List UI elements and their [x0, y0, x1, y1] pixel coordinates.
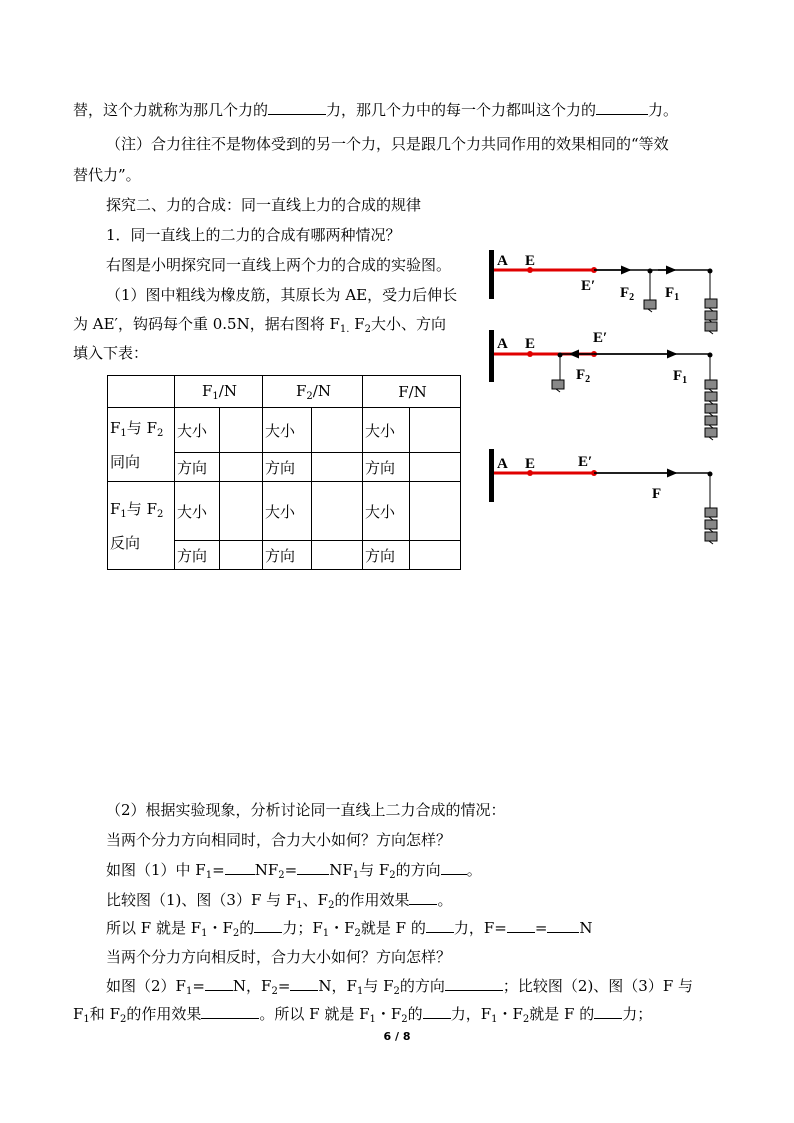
- note-line2: 替代力”。: [73, 166, 141, 184]
- dir-label: 方向: [263, 541, 312, 570]
- answer-cell[interactable]: [220, 541, 263, 570]
- conclusion-line-1: 所以 F 就是 $F_1$・$F_2$的 力；$F_1$・$F_2$就是 F 的 力，F= = N: [106, 919, 593, 939]
- wall-bar: [489, 449, 494, 502]
- blank[interactable]: [507, 918, 535, 933]
- header-f1: $F_1/N$: [175, 376, 263, 408]
- blank: [596, 100, 648, 115]
- blank[interactable]: [205, 976, 233, 991]
- dir-label: 方向: [263, 453, 312, 482]
- experiment-diagram: [480, 240, 740, 560]
- header-f2: $F_2/N$: [263, 376, 363, 408]
- weight-icon: [705, 508, 717, 520]
- label-e: E: [525, 253, 536, 269]
- compare-line-1: 比较图（1)、图（3）F 与 $F_1$、$F_2$的作用效果 。: [106, 891, 453, 911]
- header-f: F/N: [363, 376, 461, 408]
- answer-cell[interactable]: [312, 453, 363, 482]
- part2-title: （2）根据实验现象，分析讨论同一直线上二力合成的情况：: [106, 801, 506, 819]
- label-e-prime: E′: [593, 330, 608, 346]
- row-label-same: $F_1$与 $F_2$ 同向: [108, 408, 175, 482]
- weight-icon: [705, 311, 717, 323]
- label-e: E: [525, 336, 536, 352]
- blank[interactable]: [594, 1004, 622, 1019]
- label-a: A: [497, 253, 508, 269]
- opposite-conclusion-line: $F_1$和 $F_2$的作用效果 。所以 F 就是 $F_1$・$F_2$的 力，$F_1$・$F_2$就是 F 的 力；: [73, 1005, 653, 1025]
- page-number: 6 / 8: [383, 1030, 411, 1043]
- weight-icon: [705, 520, 717, 532]
- label-f2: $F_2$: [576, 367, 591, 385]
- weight-icon: [705, 428, 717, 440]
- weight-icon: [705, 380, 717, 392]
- label-a: A: [497, 456, 508, 472]
- weight-icon: [705, 404, 717, 416]
- size-label: 大小: [175, 408, 220, 453]
- opposite-direction-line: 如图$(2)F_1= N$，$F_2= N$，$F_1$与 $F_2$的方向 ；比较图（2)、图（3）F 与: [106, 977, 694, 997]
- answer-cell[interactable]: [410, 453, 461, 482]
- blank[interactable]: [426, 918, 454, 933]
- para1-line: 替，这个力就称为那几个力的 力，那几个力中的每一个力都叫这个力的 力。: [73, 101, 679, 119]
- force-table: [107, 375, 461, 570]
- section2-title: 探究二、力的合成：同一直线上力的合成的规律: [106, 196, 422, 214]
- same-direction-question: 当两个分力方向相同时，合力大小如何？方向怎样？: [106, 831, 452, 849]
- answer-cell[interactable]: [312, 482, 363, 541]
- label-f2: $F_2$: [620, 285, 635, 303]
- answer-cell[interactable]: [410, 408, 461, 453]
- wall-bar: [489, 250, 494, 299]
- note-line1: （注）合力往往不是物体受到的另一个力，只是跟几个力共同作用的效果相同的“等效: [106, 135, 669, 153]
- size-label: 大小: [263, 482, 312, 541]
- weight-icon: [705, 532, 717, 544]
- size-label: 大小: [363, 408, 410, 453]
- answer-cell[interactable]: [220, 453, 263, 482]
- size-label: 大小: [363, 482, 410, 541]
- label-e-prime: E′: [581, 278, 596, 294]
- answer-cell[interactable]: [220, 408, 263, 453]
- opposite-direction-question: 当两个分力方向相反时，合力大小如何？方向怎样？: [106, 948, 452, 966]
- weight-icon: [705, 322, 717, 334]
- weight-icon: [705, 392, 717, 404]
- figure-2: [489, 330, 717, 440]
- dir-label: 方向: [175, 541, 220, 570]
- blank: [268, 100, 326, 115]
- answer-cell[interactable]: [312, 408, 363, 453]
- blank[interactable]: [409, 890, 437, 905]
- size-label: 大小: [175, 482, 220, 541]
- blank[interactable]: [445, 976, 503, 991]
- answer-cell[interactable]: [410, 541, 461, 570]
- blank[interactable]: [423, 1004, 451, 1019]
- question-1-desc: 右图是小明探究同一直线上两个力的合成的实验图。: [106, 256, 452, 274]
- label-e: E: [525, 456, 536, 472]
- same-direction-line: 如图（1）中 $F_1= NF_2= NF_1$与 $F_2$的方向 。: [106, 861, 482, 881]
- blank[interactable]: [290, 976, 318, 991]
- weight-icon: [644, 300, 656, 312]
- weight-icon: [552, 380, 564, 392]
- answer-cell[interactable]: [220, 482, 263, 541]
- dir-label: 方向: [175, 453, 220, 482]
- question-1: 1．同一直线上的二力的合成有哪两种情况？: [106, 226, 401, 244]
- part1-line2: 为 AE′，钩码每个重 0.5N，据右图将 $F_{1.}$ $F_2$大小、方向: [73, 315, 447, 335]
- part1-line1: （1）图中粗线为橡皮筋，其原长为 AE，受力后伸长: [106, 286, 458, 304]
- label-e-prime: E′: [578, 454, 593, 470]
- weight-icon: [705, 416, 717, 428]
- weight-icon: [705, 299, 717, 311]
- wall-bar: [489, 330, 494, 382]
- dir-label: 方向: [363, 541, 410, 570]
- answer-cell[interactable]: [312, 541, 363, 570]
- row-label-opposite: $F_1$与 $F_2$ 反向: [108, 482, 175, 570]
- label-f1: $F_1$: [665, 285, 680, 303]
- blank[interactable]: [225, 860, 255, 875]
- blank[interactable]: [254, 918, 282, 933]
- label-f: F: [652, 486, 662, 502]
- table-corner: [108, 376, 175, 408]
- figure-1: [489, 250, 717, 334]
- blank[interactable]: [441, 860, 467, 875]
- figure-3: [489, 449, 717, 544]
- label-a: A: [497, 336, 508, 352]
- blank[interactable]: [547, 918, 579, 933]
- blank[interactable]: [201, 1004, 259, 1019]
- label-f1: $F_1$: [673, 368, 688, 386]
- size-label: 大小: [263, 408, 312, 453]
- part1-line3: 填入下表：: [73, 344, 149, 362]
- blank[interactable]: [297, 860, 329, 875]
- answer-cell[interactable]: [410, 482, 461, 541]
- dir-label: 方向: [363, 453, 410, 482]
